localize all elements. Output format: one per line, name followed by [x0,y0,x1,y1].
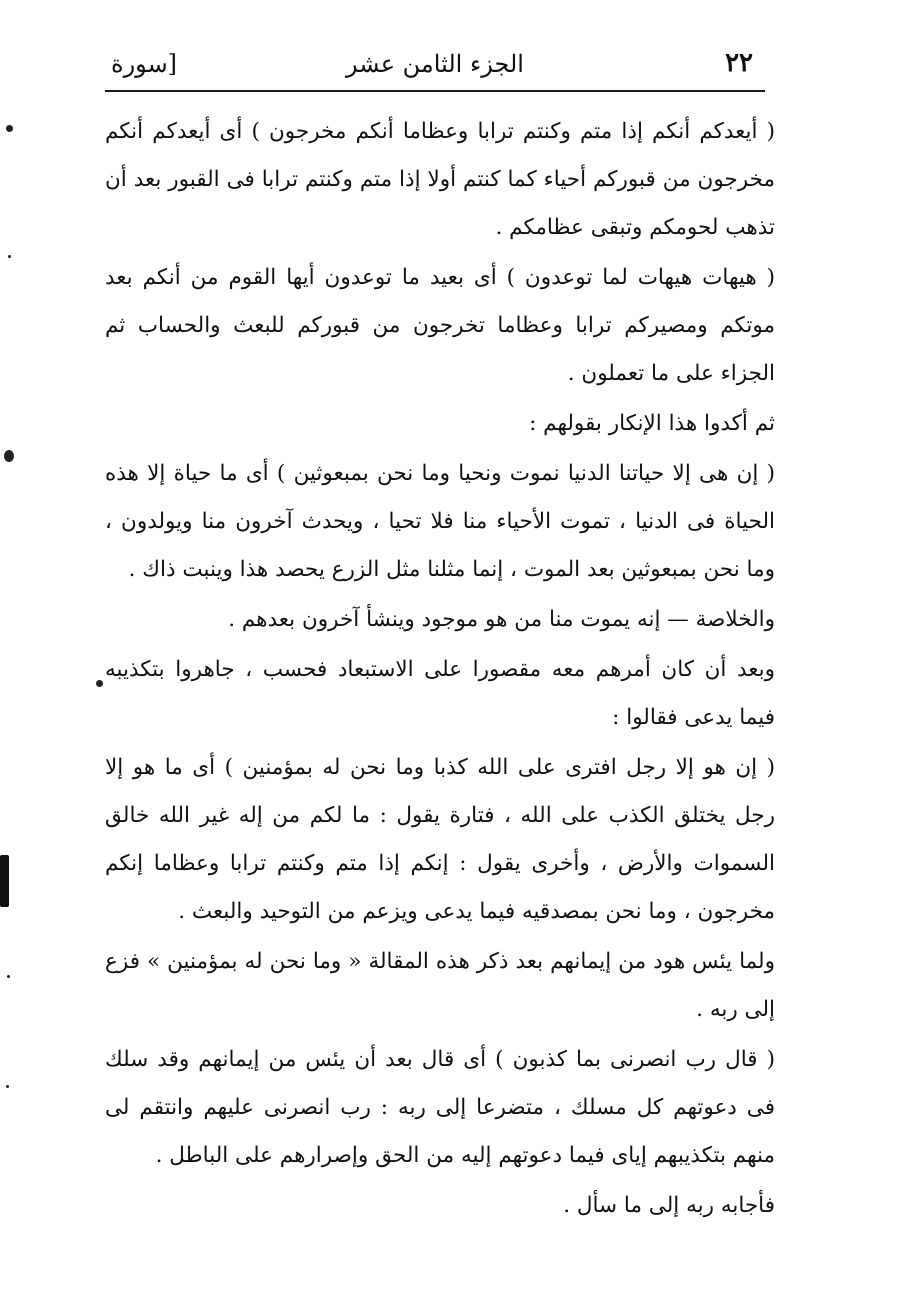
scan-edge-mark [0,855,9,907]
page-number: ٢٢ [725,48,753,78]
paragraph: ( قال رب انصرنى بما كذبون ) أى قال بعد أن يئس من إيمانهم وقد سلك فى دعوتهم كل مسلك ، متضرعا إلى ربه : رب انصرنى عليهم وانتقم لى منهم بتكذيبهم إياى فيما دعوتهم إليه من الحق وإصرارهم على الباطل . [105,1047,775,1168]
scan-speck [4,450,14,462]
scan-speck [8,255,11,258]
surah-label: [سورة [111,50,178,78]
paragraph: فأجابه ربه إلى ما سأل . [563,1193,775,1218]
paragraph: ( إن هو إلا رجل افترى على الله كذبا وما نحن له بمؤمنين ) أى ما هو إلا رجل يختلق الكذب على الله ، فتارة يقول : ما لكم من إله غير الله خالق السموات والأرض ، وأخرى يقول : إنكم إذا متم وكنتم ترابا وعظاما إنكم مخرجون ، وما نحن بمصدقيه فيما يدعى ويزعم من التوحيد والبعث . [105,755,775,924]
scan-speck [6,125,13,132]
paragraph: والخلاصة — إنه يموت منا من هو موجود وينشأ آخرون بعدهم . [228,607,775,632]
paragraph: ( أيعدكم أنكم إذا متم وكنتم ترابا وعظاما أنكم مخرجون ) أى أيعدكم أنكم مخرجون من قبوركم أحياء كما كنتم أولا إذا متم وكنتم ترابا فى القبور بعد أن تذهب لحومكم وتبقى عظامكم . [105,119,775,240]
running-title: الجزء الثامن عشر [346,50,524,78]
paragraph: وبعد أن كان أمرهم معه مقصورا على الاستبعاد فحسب ، جاهروا بتكذيبه فيما يدعى فقالوا : [105,657,775,730]
scan-speck [6,1085,9,1088]
header-rule [105,90,765,92]
page-header [105,40,765,92]
body-text [105,108,775,1232]
paragraph: ( إن هى إلا حياتنا الدنيا نموت ونحيا وما نحن بمبعوثين ) أى ما حياة إلا هذه الحياة فى الدنيا ، تموت الأحياء منا فلا تحيا ، ويحدث آخرون منا ويولدون ، وما نحن بمبعوثين بعد الموت ، إنما مثلنا مثل الزرع يحصد هذا وينبت ذاك . [105,461,775,582]
scan-speck [96,680,103,687]
paragraph: ثم أكدوا هذا الإنكار بقولهم : [529,411,775,436]
paragraph: ولما يئس هود من إيمانهم بعد ذكر هذه المقالة « وما نحن له بمؤمنين » فزع إلى ربه . [105,949,775,1022]
paragraph: ( هيهات هيهات لما توعدون ) أى بعيد ما توعدون أيها القوم من أنكم بعد موتكم ومصيركم ترابا وعظاما تخرجون من قبوركم للبعث والحساب ثم الجزاء على ما تعملون . [105,265,775,386]
scan-speck [7,975,10,978]
